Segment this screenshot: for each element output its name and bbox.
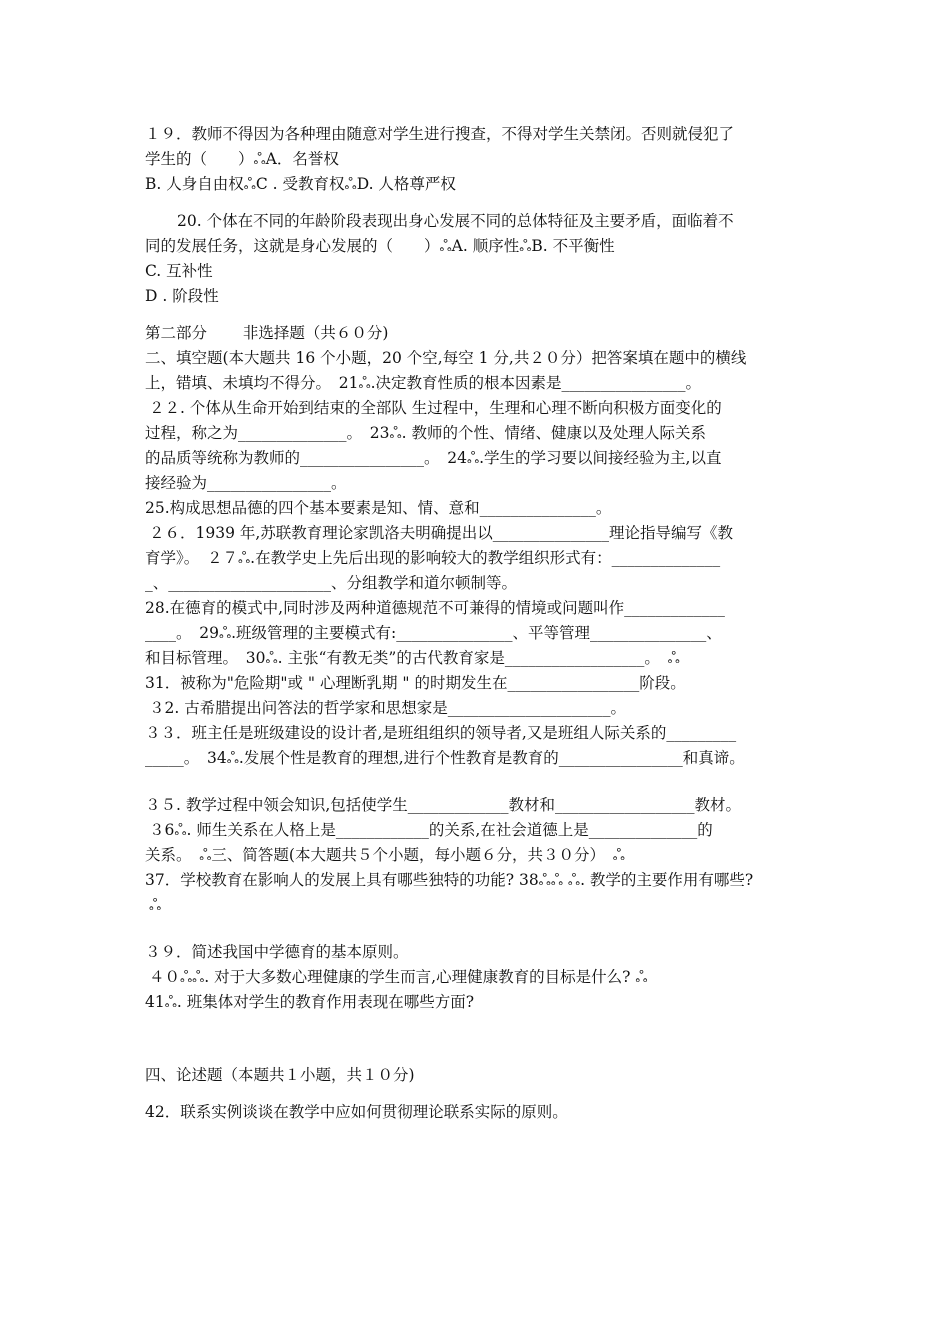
short-answer-39: ３９．简述我国中学德育的基本原则。 xyxy=(145,943,409,961)
question-20-option-d: D . 阶段性 xyxy=(145,287,219,305)
fill-in-line-2: ２２. 个体从生命开始到结束的全部队 生过程中，生理和心理不断向积极方面变化的 xyxy=(149,399,722,417)
short-answer-40: ４０ஃஃ. 对于大多数心理健康的学生而言,心理健康教育的目标是什么? ஃ xyxy=(149,968,648,986)
fill-in-line-9: _、_____________________、分组教学和道尔顿制等。 xyxy=(145,574,518,592)
fill-in-line-6: 25.构成思想品德的四个基本要素是知、情、意和_______________。 xyxy=(145,499,612,517)
fill-in-line-11: ____。 29ஃ.班级管理的主要模式有:_______________、平等管理_______________、 xyxy=(145,624,722,642)
short-answer-41: 41ஃ. 班集体对学生的教育作用表现在哪些方面? xyxy=(145,993,475,1011)
fill-in-line-8: 育学》。 ２７ஃ.在教学史上先后出现的影响较大的教学组织形式有：______________ xyxy=(145,549,721,567)
fill-in-line-3: 过程，称之为______________。 23ஃ. 教师的个性、情绪、健康以及处理人际关系 xyxy=(145,424,706,442)
fill-in-line-5: 接经验为________________。 xyxy=(145,474,347,492)
question-20-line-2: 同的发展任务，这就是身心发展的（ ）ஃA. 顺序性ஃB. 不平衡性 xyxy=(145,237,615,255)
fill-in-line-10: 28.在德育的模式中,同时涉及两种道德规范不可兼得的情境或问题叫作_____________ xyxy=(145,599,725,617)
question-20-line-1: 20. 个体在不同的年龄阶段表现出身心发展不同的总体特征及主要矛盾，面临着不 xyxy=(177,212,734,230)
exam-document xyxy=(145,122,815,1125)
question-20-option-c: C. 互补性 xyxy=(145,262,213,280)
fill-in-line-16: _____。 34ஃ.发展个性是教育的理想,进行个性教育是教育的________________和真谛。 xyxy=(145,749,745,767)
short-answer-heading: 关系。 ஃ三、简答题(本大题共５个小题，每小题６分，共３０分） ஃ xyxy=(145,846,625,864)
fill-in-line-15: ３３．班主任是班级建设的设计者,是班组组织的领导者,又是班组人际关系的_________ xyxy=(145,724,737,742)
essay-question-42: 42．联系实例谈谈在教学中应如何贯彻理论联系实际的原则。 xyxy=(145,1103,568,1121)
fill-in-line-14: ３2. 古希腊提出问答法的哲学家和思想家是_____________________。 xyxy=(149,699,626,717)
fill-in-line-1: 上，错填、未填均不得分。 21ஃ.决定教育性质的根本因素是________________。 xyxy=(145,374,702,392)
fill-in-line-18: ３6ஃ. 师生关系在人格上是____________的关系,在社会道德上是______________的 xyxy=(149,821,713,839)
part-two-heading: 第二部分 非选择题（共６０分) xyxy=(145,324,389,342)
fill-in-line-17: ３５. 教学过程中领会知识,包括使学生_____________教材和__________________教材。 xyxy=(145,796,742,814)
fill-in-line-4: 的品质等统称为教师的________________。 24ஃ.学生的学习要以间接经验为主,以直 xyxy=(145,449,722,467)
fill-in-line-13: 31．被称为"危险期"或 " 心理断乳期 " 的时期发生在_________________阶段。 xyxy=(145,674,686,692)
question-19-line-2: 学生的（ ）ஃA．名誉权 xyxy=(145,150,339,168)
fill-in-section-heading: 二、填空题(本大题共 16 个小题，20 个空,每空 1 分,共２０分）把答案填在题中的横线 xyxy=(145,349,747,367)
fill-in-line-12: 和目标管理。 30ஃ. 主张“有教无类”的古代教育家是__________________。 ஃ xyxy=(145,649,680,667)
essay-section-heading: 四、论述题（本题共１小题，共１０分) xyxy=(145,1066,415,1084)
fill-in-line-7: ２６．1939 年,苏联教育理论家凯洛夫明确提出以_______________理论指导编写《教 xyxy=(149,524,734,542)
question-19-line-1: １９．教师不得因为各种理由随意对学生进行搜查，不得对学生关禁闭。否则就侵犯了 xyxy=(145,125,735,143)
short-answer-line-1: 37．学校教育在影响人的发展上具有哪些独特的功能? 38ஃஃ ஃ. 教学的主要作用有哪些? xyxy=(145,871,754,889)
short-answer-marker: ஃ xyxy=(149,896,162,914)
question-19-options: B. 人身自由权ஃC . 受教育权ஃD. 人格尊严权 xyxy=(145,175,456,193)
